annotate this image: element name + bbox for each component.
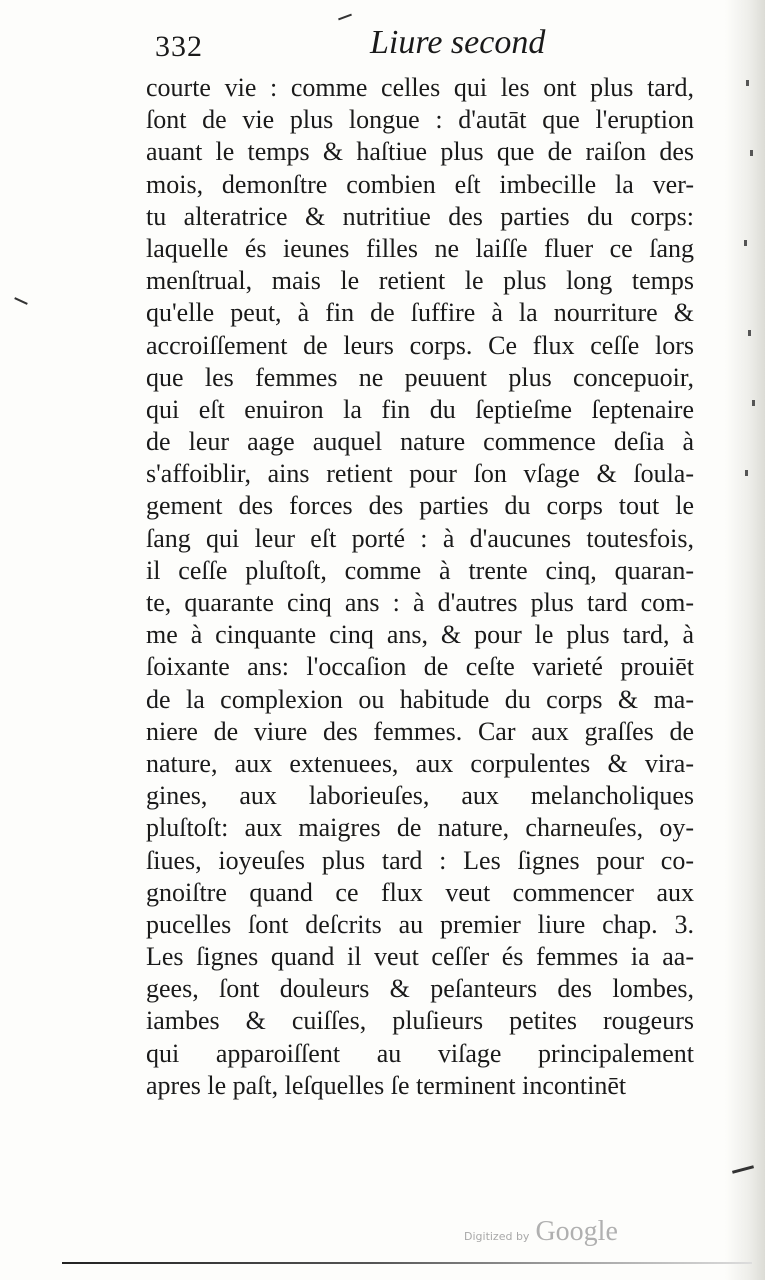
text-line: tu alteratrice & nutritiue des parties du corps: xyxy=(146,201,694,231)
stray-mark-top xyxy=(338,14,352,21)
text-line: iambes & cuiſſes, pluſieurs petites rougeurs xyxy=(146,1006,694,1036)
text-line: il ceſſe pluſtoſt, comme à trente cinq, quaran- xyxy=(146,555,694,585)
text-line: apres le paſt, leſquelles ſe terminent incontinēt xyxy=(146,1070,627,1100)
text-line: me à cinquante cinq ans, & pour le plus tard, à xyxy=(146,620,694,650)
text-line: te, quarante cinq ans : à d'autres plus tard com- xyxy=(146,588,694,617)
body-text xyxy=(146,72,694,1102)
stray-mark-left xyxy=(14,297,28,305)
text-line: s'affoiblir, ains retient pour ſon vſage & ſoula- xyxy=(146,459,694,489)
text-line: ſont de vie plus longue : d'autāt que l'eruption xyxy=(146,105,694,135)
page-number: 332 xyxy=(155,30,203,63)
text-line: pluſtoſt: aux maigres de nature, charneuſes, oy- xyxy=(146,813,694,843)
running-title: Liure second xyxy=(370,24,546,61)
text-line: ſang qui leur eſt porté : à d'aucunes toutesfois, xyxy=(146,523,694,553)
text-line: gines, aux laborieuſes, aux melancholiques xyxy=(146,781,694,811)
text-line: mois, demonſtre combien eſt imbecille la ver- xyxy=(146,169,694,199)
text-line: qui apparoiſſent au viſage principalement xyxy=(146,1038,694,1068)
text-line: pucelles ſont deſcrits au premier liure chap. 3. xyxy=(146,909,694,939)
text-line: nature, aux extenuees, aux corpulentes & vira- xyxy=(146,748,694,778)
text-line: ſoixante ans: l'occaſion de ceſte varieté prouiēt xyxy=(146,652,694,682)
text-line: courte vie : comme celles qui les ont plus tard, xyxy=(146,73,694,102)
page-header xyxy=(150,22,550,72)
text-line: de leur aage auquel nature commence deſia à xyxy=(146,427,694,457)
text-line: qui eſt enuiron la fin du ſeptieſme ſeptenaire xyxy=(146,394,694,424)
text-line: menſtrual, mais le retient le plus long temps xyxy=(146,266,694,296)
watermark-prefix: Digitized by xyxy=(464,1230,530,1243)
text-line: qu'elle peut, à fin de ſuffire à la nourriture & xyxy=(146,298,694,328)
digitization-watermark xyxy=(464,1216,618,1248)
text-line: auant le temps & haſtiue plus que de raiſon des xyxy=(146,137,694,167)
text-line: gees, ſont douleurs & peſanteurs des lombes, xyxy=(146,974,694,1004)
text-line: gement des forces des parties du corps tout le xyxy=(146,491,694,521)
bottom-edge-rule xyxy=(62,1262,752,1264)
text-line: niere de viure des femmes. Car aux graſſes de xyxy=(146,716,694,746)
text-line: Les ſignes quand il veut ceſſer és femmes ia aa- xyxy=(146,942,694,972)
text-line: laquelle és ieunes filles ne laiſſe fluer ce ſang xyxy=(146,233,694,263)
edge-specks xyxy=(740,40,760,640)
text-line: ſiues, ioyeuſes plus tard : Les ſignes pour co- xyxy=(146,845,694,875)
text-line: de la complexion ou habitude du corps & ma- xyxy=(146,684,694,714)
text-line: accroiſſement de leurs corps. Ce flux ceſſe lors xyxy=(146,330,694,360)
google-logo: Google xyxy=(535,1216,618,1247)
text-line: gnoiſtre quand ce flux veut commencer aux xyxy=(146,877,694,907)
text-line: que les femmes ne peuuent plus concepuoir, xyxy=(146,362,694,392)
